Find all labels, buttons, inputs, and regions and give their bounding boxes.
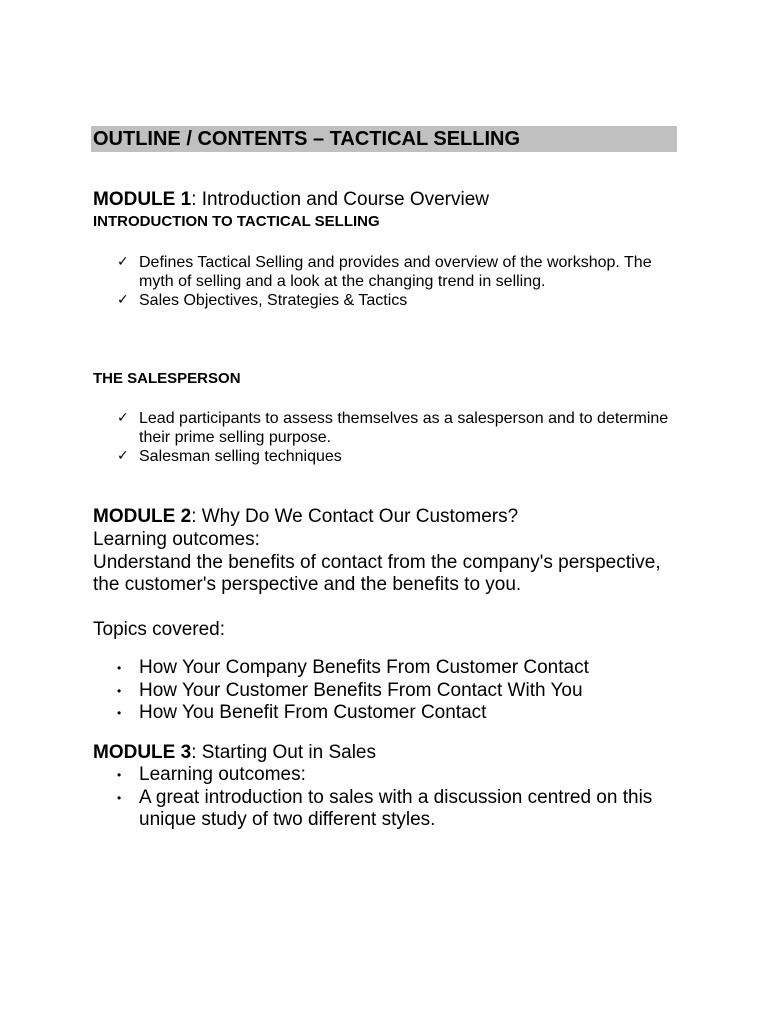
module-3-heading (93, 742, 376, 764)
list-item-text: How You Benefit From Customer Contact (139, 702, 487, 723)
bullet-icon: • (117, 768, 122, 782)
list-item (117, 253, 677, 291)
list-item-text: Salesman selling techniques (139, 448, 342, 465)
section-heading-salesperson: THE SALESPERSON (93, 370, 241, 387)
list-item-text: Lead participants to assess themselves as a salesperson and to determine their prime selling purpose. (139, 410, 669, 446)
list-item (117, 764, 677, 787)
bullet-icon: • (117, 683, 122, 698)
module-1-title: : Introduction and Course Overview (191, 189, 489, 210)
bullet-icon: • (117, 706, 122, 720)
list-item (117, 680, 677, 703)
module-2-label: MODULE 2 (93, 506, 192, 527)
list-item (117, 702, 677, 725)
module-2-topics-label: Topics covered: (93, 619, 226, 640)
checklist-salesperson (117, 409, 677, 466)
checklist-introduction (117, 253, 677, 310)
module-3-title: : Starting Out in Sales (191, 742, 377, 763)
list-item (117, 657, 677, 680)
list-item (117, 447, 677, 466)
list-item (117, 291, 677, 310)
list-item-text: How Your Customer Benefits From Contact With You (139, 679, 583, 701)
module-2-heading (93, 506, 518, 528)
module-3-label: MODULE 3 (93, 742, 192, 763)
module-2-outcomes-text: Understand the benefits of contact from the company's perspective, the customer's perspective and the benefits to you. (93, 552, 661, 595)
list-item (117, 787, 677, 832)
checkmark-icon: ✓ (117, 254, 129, 270)
section-heading-introduction: INTRODUCTION TO TACTICAL SELLING (93, 213, 380, 230)
bullet-icon: • (117, 661, 122, 675)
list-item-text: A great introduction to sales with a discussion centred on this unique study of two different styles. (139, 786, 653, 830)
module-3-list (117, 764, 677, 832)
list-item (117, 409, 677, 447)
module-2-title: : Why Do We Contact Our Customers? (191, 506, 519, 527)
list-item-text: How Your Company Benefits From Customer Contact (139, 657, 589, 678)
document-title: OUTLINE / CONTENTS – TACTICAL SELLING (93, 128, 521, 150)
bullet-icon: • (117, 790, 122, 805)
checkmark-icon: ✓ (117, 448, 129, 464)
checkmark-icon: ✓ (117, 410, 129, 426)
module-2-outcomes-label: Learning outcomes: (93, 529, 260, 550)
module-1-label: MODULE 1 (93, 189, 192, 210)
module-1-heading (93, 189, 489, 211)
list-item-text: Defines Tactical Selling and provides and overview of the workshop. The myth of selling and a look at the changing trend in selling. (139, 254, 652, 290)
list-item-text: Sales Objectives, Strategies & Tactics (139, 292, 408, 309)
module-2-topics-list (117, 657, 677, 725)
checkmark-icon: ✓ (117, 292, 129, 308)
list-item-text: Learning outcomes: (139, 764, 306, 785)
